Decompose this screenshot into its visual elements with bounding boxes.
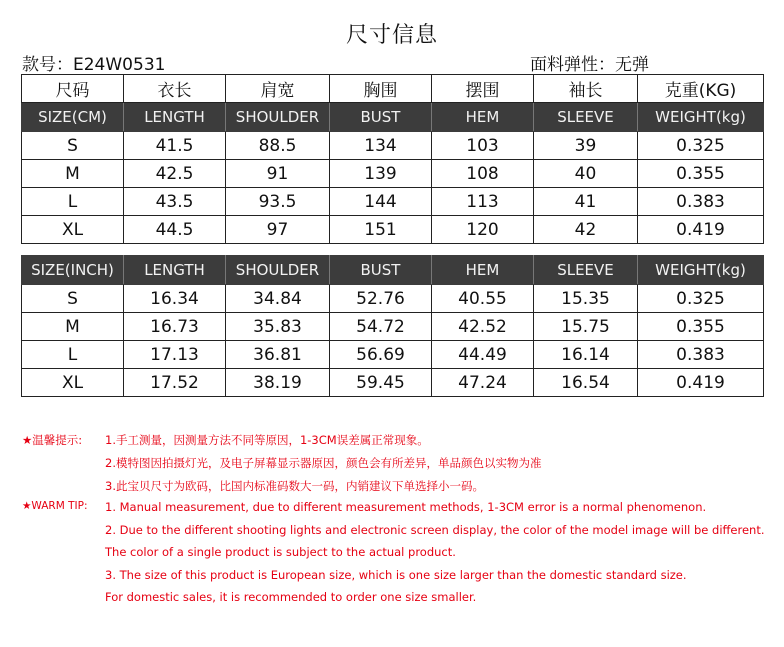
en-tip-line: 1. Manual measurement, due to different measurement methods, 1-3CM error is a normal phenomenon. bbox=[105, 500, 707, 514]
header-cell: 尺码 bbox=[22, 75, 124, 103]
table-cell: S bbox=[22, 285, 124, 313]
table-cell: 134 bbox=[330, 132, 432, 160]
table-cell: 16.54 bbox=[534, 369, 638, 397]
table-cell: 35.83 bbox=[226, 313, 330, 341]
table-cell: 16.73 bbox=[124, 313, 226, 341]
table-cell: M bbox=[22, 160, 124, 188]
table-cell: 108 bbox=[432, 160, 534, 188]
size-table-cm bbox=[21, 74, 764, 244]
table-cell: 17.52 bbox=[124, 369, 226, 397]
table-cell: 0.383 bbox=[638, 188, 764, 216]
table-cell: S bbox=[22, 132, 124, 160]
cn-tip-label: ★温馨提示: bbox=[22, 433, 83, 447]
table-row bbox=[22, 369, 764, 397]
en-tip-line: The color of a single product is subject to the actual product. bbox=[105, 545, 456, 559]
header-cell: HEM bbox=[432, 256, 534, 285]
table-cell: 34.84 bbox=[226, 285, 330, 313]
table-cell: 54.72 bbox=[330, 313, 432, 341]
cn-tip-line: 3.此宝贝尺寸为欧码，比国内标准码数大一码，内销建议下单选择小一码。 bbox=[105, 479, 484, 493]
header-cell: SLEEVE bbox=[534, 256, 638, 285]
table-cell: 16.14 bbox=[534, 341, 638, 369]
table-cell: 103 bbox=[432, 132, 534, 160]
en-tip-line: 3. The size of this product is European size, which is one size larger than the domestic standard size. bbox=[105, 568, 687, 582]
table-cell: 36.81 bbox=[226, 341, 330, 369]
table-cell: 0.355 bbox=[638, 160, 764, 188]
table-cell: 39 bbox=[534, 132, 638, 160]
cn-tip-line: 2.模特图因拍摄灯光，及电子屏幕显示器原因，颜色会有所差异，单品颜色以实物为准 bbox=[105, 456, 542, 470]
header-cell: 摆围 bbox=[432, 75, 534, 103]
table-row bbox=[22, 313, 764, 341]
table-cell: L bbox=[22, 341, 124, 369]
table-cell: 93.5 bbox=[226, 188, 330, 216]
table-cell: 40 bbox=[534, 160, 638, 188]
table-cell: 0.325 bbox=[638, 285, 764, 313]
table-cell: 42.52 bbox=[432, 313, 534, 341]
table-cell: 42 bbox=[534, 216, 638, 244]
cn-tip-line: 1.手工测量，因测量方法不同等原因，1-3CM误差属正常现象。 bbox=[105, 433, 429, 447]
en-header-row bbox=[22, 103, 764, 132]
table-cell: XL bbox=[22, 369, 124, 397]
table-cell: 52.76 bbox=[330, 285, 432, 313]
table-row bbox=[22, 285, 764, 313]
table-cell: 42.5 bbox=[124, 160, 226, 188]
header-cell: SIZE(CM) bbox=[22, 103, 124, 132]
table-cell: 113 bbox=[432, 188, 534, 216]
fabric-elasticity: 面料弹性：无弹 bbox=[530, 55, 649, 75]
header-cell: 袖长 bbox=[534, 75, 638, 103]
header-cell: SIZE(INCH) bbox=[22, 256, 124, 285]
table-row bbox=[22, 341, 764, 369]
table-cell: L bbox=[22, 188, 124, 216]
header-cell: LENGTH bbox=[124, 256, 226, 285]
table-cell: 139 bbox=[330, 160, 432, 188]
table-cell: 59.45 bbox=[330, 369, 432, 397]
table-cell: 0.325 bbox=[638, 132, 764, 160]
table-cell: 0.355 bbox=[638, 313, 764, 341]
table-cell: 17.13 bbox=[124, 341, 226, 369]
table-cell: 40.55 bbox=[432, 285, 534, 313]
table-cell: 38.19 bbox=[226, 369, 330, 397]
en-tip-label: ★WARM TIP: bbox=[22, 500, 88, 512]
header-cell: SHOULDER bbox=[226, 103, 330, 132]
page-title: 尺寸信息 bbox=[345, 23, 438, 48]
cn-header-row bbox=[22, 75, 764, 103]
header-cell: LENGTH bbox=[124, 103, 226, 132]
table-row bbox=[22, 188, 764, 216]
style-number: 款号：E24W0531 bbox=[22, 55, 166, 75]
table-cell: 41 bbox=[534, 188, 638, 216]
size-table-inch bbox=[21, 255, 764, 397]
table-cell: 15.35 bbox=[534, 285, 638, 313]
en-tip-line: 2. Due to the different shooting lights and electronic screen display, the color of the model image will be different. bbox=[105, 523, 765, 537]
table-cell: M bbox=[22, 313, 124, 341]
header-cell: HEM bbox=[432, 103, 534, 132]
header-cell: 克重(KG) bbox=[638, 75, 764, 103]
table-cell: 41.5 bbox=[124, 132, 226, 160]
table-cell: 88.5 bbox=[226, 132, 330, 160]
header-cell: 衣长 bbox=[124, 75, 226, 103]
header-cell: WEIGHT(kg) bbox=[638, 103, 764, 132]
table-cell: 151 bbox=[330, 216, 432, 244]
table-cell: 120 bbox=[432, 216, 534, 244]
header-cell: SLEEVE bbox=[534, 103, 638, 132]
en-header-row bbox=[22, 256, 764, 285]
table-cell: 47.24 bbox=[432, 369, 534, 397]
table-cell: 43.5 bbox=[124, 188, 226, 216]
header-cell: WEIGHT(kg) bbox=[638, 256, 764, 285]
header-cell: 胸围 bbox=[330, 75, 432, 103]
table-cell: XL bbox=[22, 216, 124, 244]
table-cell: 0.419 bbox=[638, 216, 764, 244]
table-row bbox=[22, 216, 764, 244]
header-cell: SHOULDER bbox=[226, 256, 330, 285]
table-cell: 16.34 bbox=[124, 285, 226, 313]
en-tip-line: For domestic sales, it is recommended to order one size smaller. bbox=[105, 590, 477, 604]
table-cell: 15.75 bbox=[534, 313, 638, 341]
header-cell: BUST bbox=[330, 103, 432, 132]
table-cell: 91 bbox=[226, 160, 330, 188]
table-row bbox=[22, 160, 764, 188]
header-cell: 肩宽 bbox=[226, 75, 330, 103]
table-cell: 144 bbox=[330, 188, 432, 216]
table-cell: 56.69 bbox=[330, 341, 432, 369]
header-cell: BUST bbox=[330, 256, 432, 285]
table-cell: 44.49 bbox=[432, 341, 534, 369]
table-row bbox=[22, 132, 764, 160]
table-cell: 0.383 bbox=[638, 341, 764, 369]
table-cell: 0.419 bbox=[638, 369, 764, 397]
table-cell: 97 bbox=[226, 216, 330, 244]
table-cell: 44.5 bbox=[124, 216, 226, 244]
